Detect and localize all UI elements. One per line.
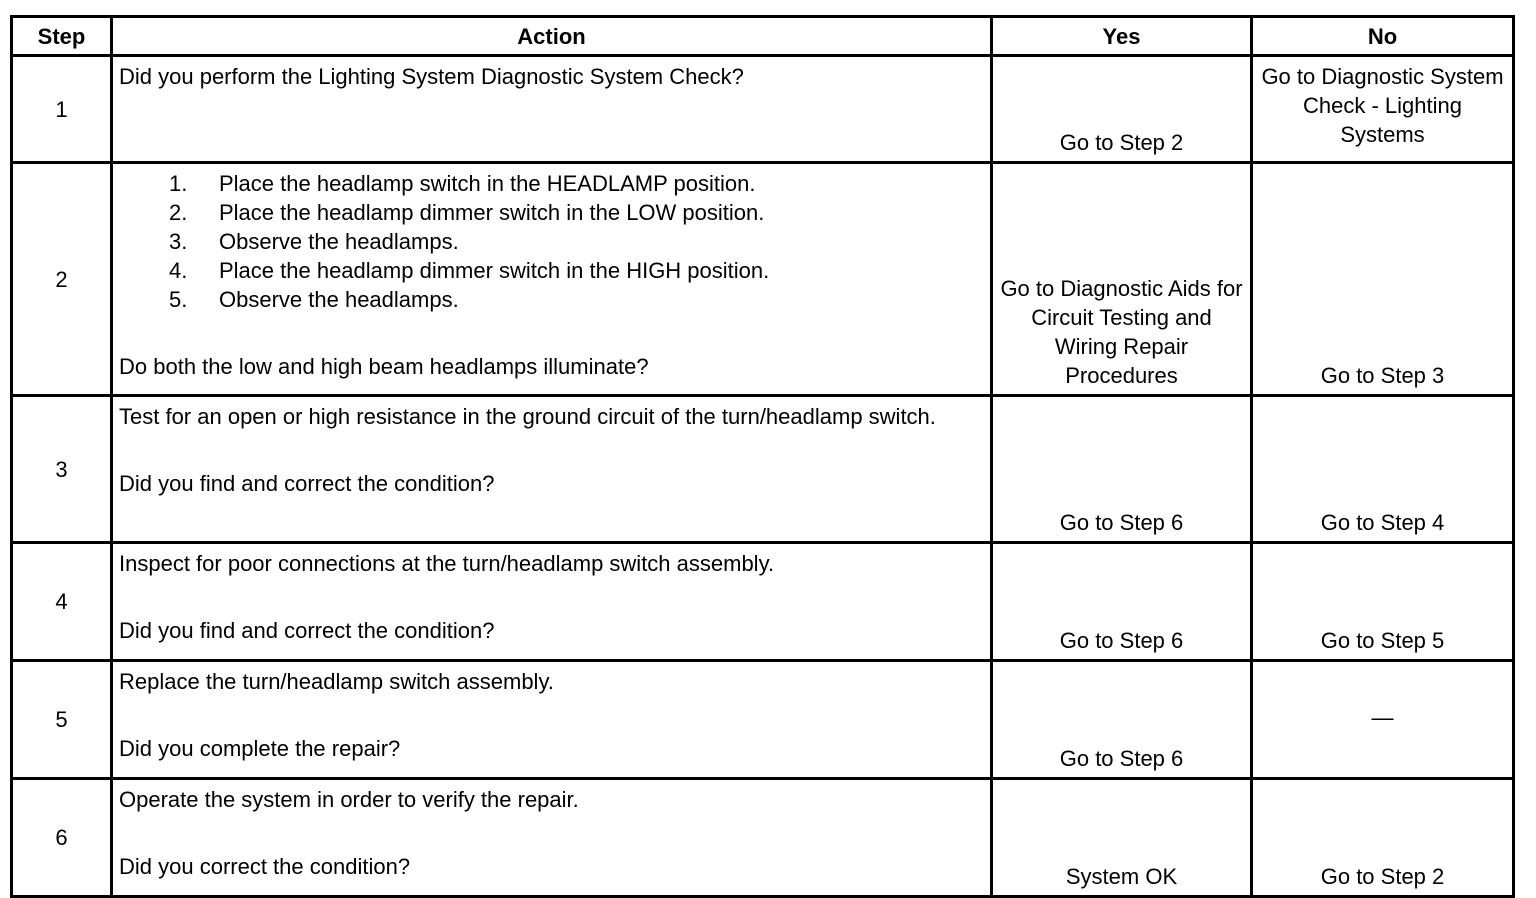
list-item-text: Observe the headlamps. xyxy=(219,229,459,254)
list-item-text: Place the headlamp dimmer switch in the HIGH position. xyxy=(219,258,770,283)
list-item-number: 1. xyxy=(169,171,188,196)
table-row-step-3 xyxy=(12,396,1514,543)
table-row-step-5 xyxy=(12,661,1514,779)
no-cell: — xyxy=(1252,661,1514,779)
yes-cell: Go to Step 6 xyxy=(992,396,1252,543)
list-item-number: 2. xyxy=(169,200,188,225)
action-cell xyxy=(112,56,992,163)
no-cell: Go to Step 5 xyxy=(1252,543,1514,661)
no-cell: Go to Step 2 xyxy=(1252,779,1514,897)
action-step-list xyxy=(119,169,984,314)
step-number: 1 xyxy=(12,56,112,163)
list-item-number: 3. xyxy=(169,229,188,254)
action-cell xyxy=(112,163,992,396)
yes-cell: Go to Diagnostic Aids for Circuit Testing and Wiring Repair Procedures xyxy=(992,163,1252,396)
header-action: Action xyxy=(112,17,992,56)
action-text: Test for an open or high resistance in the ground circuit of the turn/headlamp switch. xyxy=(119,404,936,429)
yes-cell: System OK xyxy=(992,779,1252,897)
action-text: Operate the system in order to verify the repair. xyxy=(119,787,579,812)
list-item xyxy=(169,256,984,285)
list-item-text: Observe the headlamps. xyxy=(219,287,459,312)
action-text: Did you perform the Lighting System Diagnostic System Check? xyxy=(119,64,744,89)
no-cell: Go to Step 3 xyxy=(1252,163,1514,396)
yes-cell: Go to Step 6 xyxy=(992,543,1252,661)
table-row-step-1 xyxy=(12,56,1514,163)
action-cell xyxy=(112,779,992,897)
step-number: 2 xyxy=(12,163,112,396)
table-row-step-2 xyxy=(12,163,1514,396)
diagnostic-table xyxy=(10,15,1515,898)
step-number: 5 xyxy=(12,661,112,779)
list-item xyxy=(169,198,984,227)
table-row-step-6 xyxy=(12,779,1514,897)
header-yes: Yes xyxy=(992,17,1252,56)
list-item xyxy=(169,285,984,314)
header-row xyxy=(12,17,1514,56)
list-item-text: Place the headlamp dimmer switch in the LOW position. xyxy=(219,200,765,225)
action-cell xyxy=(112,543,992,661)
action-question: Do both the low and high beam headlamps illuminate? xyxy=(119,354,649,379)
diagnostic-table-container xyxy=(10,15,1512,898)
step-number: 3 xyxy=(12,396,112,543)
action-question: Did you find and correct the condition? xyxy=(119,618,495,643)
yes-cell: Go to Step 2 xyxy=(992,56,1252,163)
list-item xyxy=(169,227,984,256)
header-no: No xyxy=(1252,17,1514,56)
action-text: Inspect for poor connections at the turn/headlamp switch assembly. xyxy=(119,551,775,576)
action-cell xyxy=(112,396,992,543)
action-question: Did you find and correct the condition? xyxy=(119,471,495,496)
no-cell: Go to Step 4 xyxy=(1252,396,1514,543)
action-question: Did you complete the repair? xyxy=(119,736,401,761)
table-row-step-4 xyxy=(12,543,1514,661)
list-item xyxy=(169,169,984,198)
list-item-number: 4. xyxy=(169,258,188,283)
list-item-text: Place the headlamp switch in the HEADLAMP position. xyxy=(219,171,756,196)
step-number: 4 xyxy=(12,543,112,661)
header-step: Step xyxy=(12,17,112,56)
no-cell: Go to Diagnostic System Check - Lighting Systems xyxy=(1252,56,1514,163)
action-text: Replace the turn/headlamp switch assembly. xyxy=(119,669,554,694)
step-number: 6 xyxy=(12,779,112,897)
list-item-number: 5. xyxy=(169,287,188,312)
action-question: Did you correct the condition? xyxy=(119,854,411,879)
yes-cell: Go to Step 6 xyxy=(992,661,1252,779)
action-cell xyxy=(112,661,992,779)
